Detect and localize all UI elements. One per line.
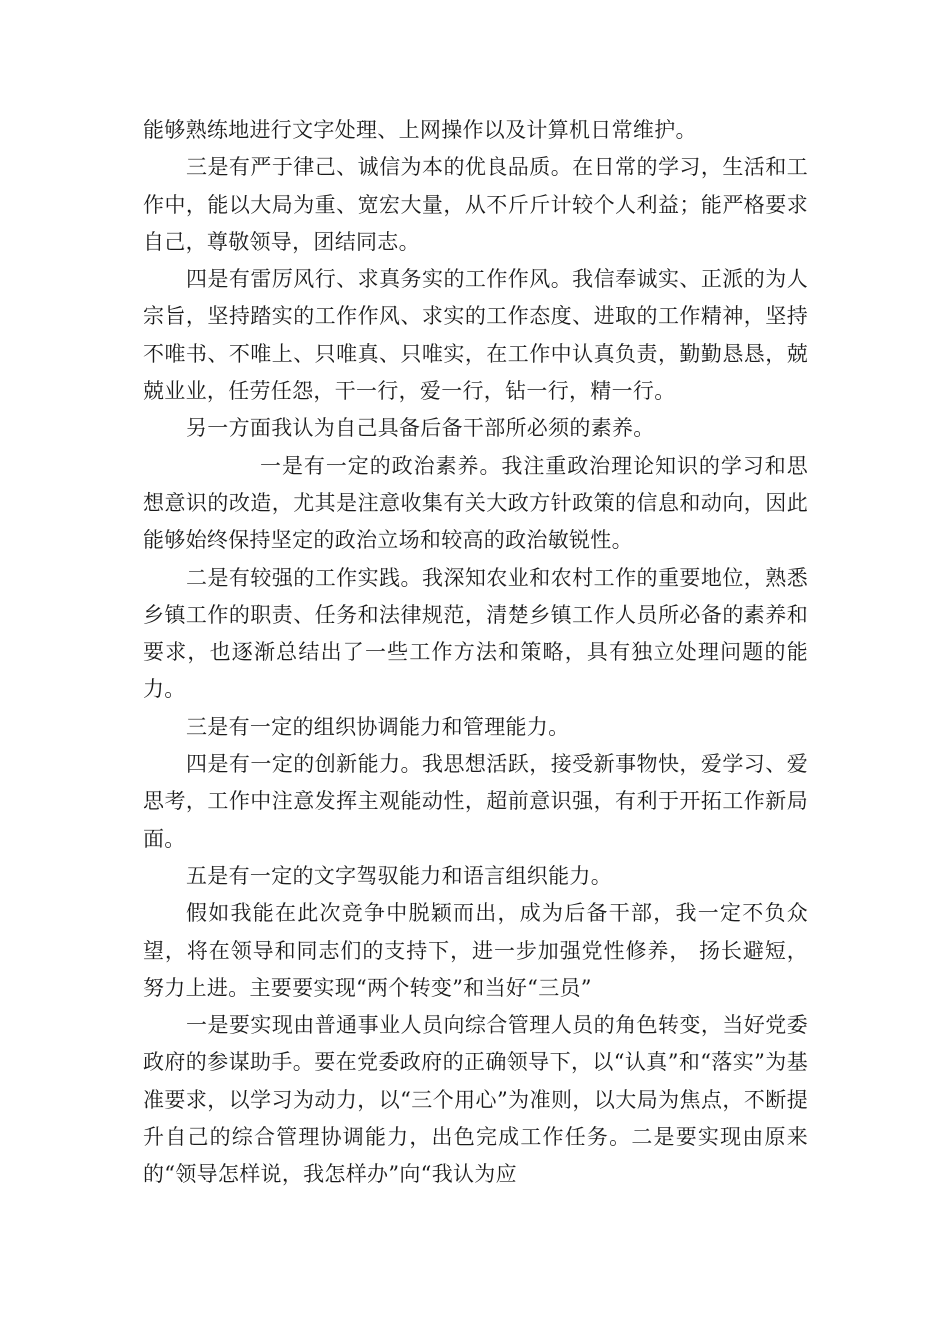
- paragraph-4: 另一方面我认为自己具备后备干部所必须的素养。: [186, 416, 655, 441]
- paragraph-2: 三是有严于律己、诚信为本的优良品质。在日常的学习，生活和工作中，能以大局为重、宽宏大量，从不斤斤计较个人利益；能严格要求自己，尊敬领导，团结同志。: [143, 155, 808, 254]
- paragraph-5: 一是有一定的政治素养。我注重政治理论知识的学习和思想意识的改造，尤其是注意收集有关大政方针政策的信息和动向，因此能够始终保持坚定的政治立场和较高的政治敏锐性。: [143, 453, 808, 553]
- paragraph-8: 四是有一定的创新能力。我思想活跃，接受新事物快，爱学习、爱思考，工作中注意发挥主观能动性，超前意识强，有利于开拓工作新局面。: [143, 752, 808, 851]
- paragraph-9: 五是有一定的文字驾驭能力和语言组织能力。: [186, 863, 612, 888]
- paragraph-3: 四是有雷厉风行、求真务实的工作作风。我信奉诚实、正派的为人宗旨，坚持踏实的工作作风、求实的工作态度、进取的工作精神，坚持不唯书、不唯上、只唯真、只唯实，在工作中认真负责，勤勤恳恳，兢兢业业，任劳任怨，干一行，爱一行，钻一行，精一行。: [143, 267, 808, 404]
- paragraph-7: 三是有一定的组织协调能力和管理能力。: [186, 714, 570, 739]
- paragraph-1: 能够熟练地进行文字处理、上网操作以及计算机日常维护。: [143, 118, 697, 142]
- paragraph-10: 假如我能在此次竞争中脱颖而出，成为后备干部，我一定不负众望，将在领导和同志们的支持下，进一步加强党性修养， 扬长避短，努力上进。主要要实现“两个转变”和当好“三员”: [143, 901, 808, 1000]
- document-body: [143, 112, 808, 1194]
- paragraph-6: 二是有较强的工作实践。我深知农业和农村工作的重要地位，熟悉乡镇工作的职责、任务和法律规范，清楚乡镇工作人员所必备的素养和要求，也逐渐总结出了一些工作方法和策略，具有独立处理问题的能力。: [143, 565, 808, 702]
- paragraph-11: 一是要实现由普通事业人员向综合管理人员的角色转变，当好党委政府的参谋助手。要在党委政府的正确领导下，以“认真”和“落实”为基准要求，以学习为动力，以“三个用心”为准则，以大局为焦点，不断提升自己的综合管理协调能力，出色完成工作任务。二是要实现由原来的“领导怎样说，我怎样办”向“我认为应: [143, 1013, 808, 1187]
